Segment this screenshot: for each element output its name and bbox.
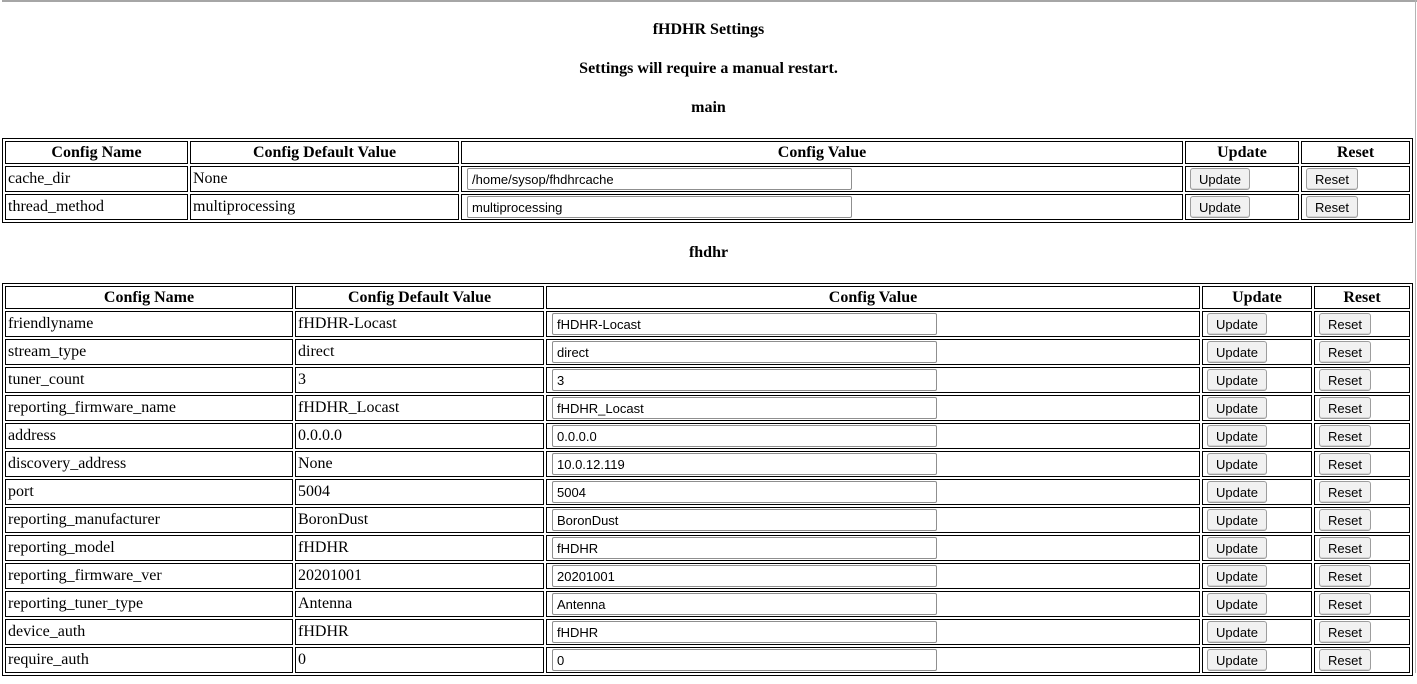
update-button[interactable]: Update [1207, 425, 1267, 447]
config-row [5, 395, 1410, 421]
reset-button[interactable]: Reset [1319, 313, 1371, 335]
config-name-cell: discovery_address [5, 451, 293, 477]
config-value-input[interactable] [552, 481, 937, 503]
config-value-input[interactable] [467, 196, 852, 218]
config-value-cell [546, 619, 1200, 645]
config-table [2, 138, 1413, 223]
reset-button[interactable]: Reset [1319, 369, 1371, 391]
config-row [5, 591, 1410, 617]
update-button[interactable]: Update [1207, 565, 1267, 587]
update-cell [1202, 339, 1312, 365]
config-row [5, 423, 1410, 449]
col-header-config-value: Config Value [461, 141, 1183, 164]
reset-cell [1314, 451, 1410, 477]
reset-cell [1314, 367, 1410, 393]
update-cell [1202, 479, 1312, 505]
update-cell [1202, 619, 1312, 645]
reset-button[interactable]: Reset [1319, 537, 1371, 559]
update-cell [1202, 451, 1312, 477]
config-default-value-cell: fHDHR-Locast [295, 311, 544, 337]
reset-button[interactable]: Reset [1306, 168, 1358, 190]
section-title: main [691, 99, 726, 116]
config-value-input[interactable] [552, 621, 937, 643]
reset-button[interactable]: Reset [1319, 593, 1371, 615]
config-row [5, 479, 1410, 505]
config-name-cell: reporting_firmware_name [5, 395, 293, 421]
config-name-cell: require_auth [5, 647, 293, 673]
reset-cell [1314, 395, 1410, 421]
config-value-cell [546, 507, 1200, 533]
config-value-cell [546, 339, 1200, 365]
config-value-cell [546, 563, 1200, 589]
update-cell [1202, 367, 1312, 393]
update-cell [1202, 563, 1312, 589]
config-default-value-cell: 20201001 [295, 563, 544, 589]
update-button[interactable]: Update [1190, 168, 1250, 190]
config-value-cell [461, 166, 1183, 192]
config-value-input[interactable] [552, 313, 937, 335]
config-default-value-cell: 0 [295, 647, 544, 673]
reset-button[interactable]: Reset [1319, 481, 1371, 503]
reset-cell [1314, 591, 1410, 617]
config-value-cell [546, 367, 1200, 393]
config-default-value-cell: fHDHR [295, 535, 544, 561]
config-value-input[interactable] [552, 341, 937, 363]
reset-button[interactable]: Reset [1319, 649, 1371, 671]
config-value-input[interactable] [552, 509, 937, 531]
update-cell [1185, 166, 1299, 192]
config-value-input[interactable] [552, 537, 937, 559]
config-value-input[interactable] [552, 397, 937, 419]
update-cell [1202, 507, 1312, 533]
config-name-cell: stream_type [5, 339, 293, 365]
update-button[interactable]: Update [1207, 509, 1267, 531]
config-name-cell: port [5, 479, 293, 505]
reset-button[interactable]: Reset [1319, 621, 1371, 643]
update-button[interactable]: Update [1207, 369, 1267, 391]
config-default-value-cell: BoronDust [295, 507, 544, 533]
update-button[interactable]: Update [1207, 397, 1267, 419]
col-header-config-name: Config Name [5, 141, 188, 164]
config-name-cell: device_auth [5, 619, 293, 645]
update-cell [1185, 194, 1299, 220]
page-subtitle: Settings will require a manual restart. [579, 60, 838, 77]
config-row [5, 647, 1410, 673]
window-right-edge [1415, 0, 1416, 673]
config-name-cell: tuner_count [5, 367, 293, 393]
reset-cell [1314, 647, 1410, 673]
config-value-cell [546, 395, 1200, 421]
reset-button[interactable]: Reset [1319, 565, 1371, 587]
config-default-value-cell: multiprocessing [190, 194, 459, 220]
config-value-input[interactable] [552, 649, 937, 671]
section-title: fhdhr [688, 244, 729, 261]
update-button[interactable]: Update [1207, 649, 1267, 671]
update-cell [1202, 423, 1312, 449]
config-default-value-cell: fHDHR [295, 619, 544, 645]
update-cell [1202, 591, 1312, 617]
update-button[interactable]: Update [1190, 196, 1250, 218]
config-name-cell: friendlyname [5, 311, 293, 337]
col-header-config-value: Config Value [546, 286, 1200, 309]
window-top-edge [2, 0, 1417, 2]
reset-button[interactable]: Reset [1319, 425, 1371, 447]
config-table [2, 283, 1413, 676]
config-default-value-cell: 3 [295, 367, 544, 393]
config-row [5, 563, 1410, 589]
config-value-cell [546, 311, 1200, 337]
config-row [5, 339, 1410, 365]
config-default-value-cell: None [190, 166, 459, 192]
config-value-cell [546, 451, 1200, 477]
page-title: fHDHR Settings [652, 21, 765, 38]
col-header-reset: Reset [1301, 141, 1410, 164]
config-default-value-cell: 0.0.0.0 [295, 423, 544, 449]
config-value-input[interactable] [552, 425, 937, 447]
update-cell [1202, 647, 1312, 673]
config-value-input[interactable] [552, 565, 937, 587]
update-button[interactable]: Update [1207, 481, 1267, 503]
reset-cell [1314, 423, 1410, 449]
config-table-header-row [5, 286, 1410, 309]
config-value-cell [546, 423, 1200, 449]
config-row [5, 166, 1410, 192]
config-name-cell: reporting_firmware_ver [5, 563, 293, 589]
reset-cell [1301, 166, 1410, 192]
reset-cell [1314, 507, 1410, 533]
col-header-config-default-value: Config Default Value [295, 286, 544, 309]
config-table-header-row [5, 141, 1410, 164]
config-name-cell: reporting_tuner_type [5, 591, 293, 617]
update-button[interactable]: Update [1207, 621, 1267, 643]
reset-cell [1314, 479, 1410, 505]
config-default-value-cell: None [295, 451, 544, 477]
reset-button[interactable]: Reset [1319, 453, 1371, 475]
reset-cell [1314, 619, 1410, 645]
config-value-cell [546, 647, 1200, 673]
col-header-update: Update [1202, 286, 1312, 309]
config-row [5, 507, 1410, 533]
config-value-cell [546, 591, 1200, 617]
col-header-config-name: Config Name [5, 286, 293, 309]
reset-button[interactable]: Reset [1319, 341, 1371, 363]
settings-section [2, 99, 1415, 223]
config-row [5, 619, 1410, 645]
config-row [5, 535, 1410, 561]
config-value-input[interactable] [552, 593, 937, 615]
config-default-value-cell: 5004 [295, 479, 544, 505]
config-default-value-cell: fHDHR_Locast [295, 395, 544, 421]
reset-button[interactable]: Reset [1319, 397, 1371, 419]
config-name-cell: thread_method [5, 194, 188, 220]
config-value-input[interactable] [467, 168, 852, 190]
update-button[interactable]: Update [1207, 313, 1267, 335]
reset-button[interactable]: Reset [1319, 509, 1371, 531]
config-value-input[interactable] [552, 369, 937, 391]
reset-cell [1314, 339, 1410, 365]
update-button[interactable]: Update [1207, 593, 1267, 615]
update-cell [1202, 311, 1312, 337]
config-name-cell: reporting_model [5, 535, 293, 561]
reset-button[interactable]: Reset [1306, 196, 1358, 218]
reset-cell [1314, 563, 1410, 589]
settings-sections [2, 99, 1415, 676]
config-default-value-cell: Antenna [295, 591, 544, 617]
config-value-cell [546, 479, 1200, 505]
update-button[interactable]: Update [1207, 453, 1267, 475]
config-value-input[interactable] [552, 453, 937, 475]
update-cell [1202, 395, 1312, 421]
config-name-cell: cache_dir [5, 166, 188, 192]
reset-cell [1301, 194, 1410, 220]
update-button[interactable]: Update [1207, 537, 1267, 559]
config-default-value-cell: direct [295, 339, 544, 365]
reset-cell [1314, 311, 1410, 337]
update-cell [1202, 535, 1312, 561]
col-header-update: Update [1185, 141, 1299, 164]
reset-cell [1314, 535, 1410, 561]
config-name-cell: address [5, 423, 293, 449]
config-row [5, 194, 1410, 220]
settings-section [2, 244, 1415, 676]
config-name-cell: reporting_manufacturer [5, 507, 293, 533]
config-value-cell [461, 194, 1183, 220]
col-header-config-default-value: Config Default Value [190, 141, 459, 164]
config-row [5, 451, 1410, 477]
config-row [5, 367, 1410, 393]
update-button[interactable]: Update [1207, 341, 1267, 363]
col-header-reset: Reset [1314, 286, 1410, 309]
config-value-cell [546, 535, 1200, 561]
config-row [5, 311, 1410, 337]
